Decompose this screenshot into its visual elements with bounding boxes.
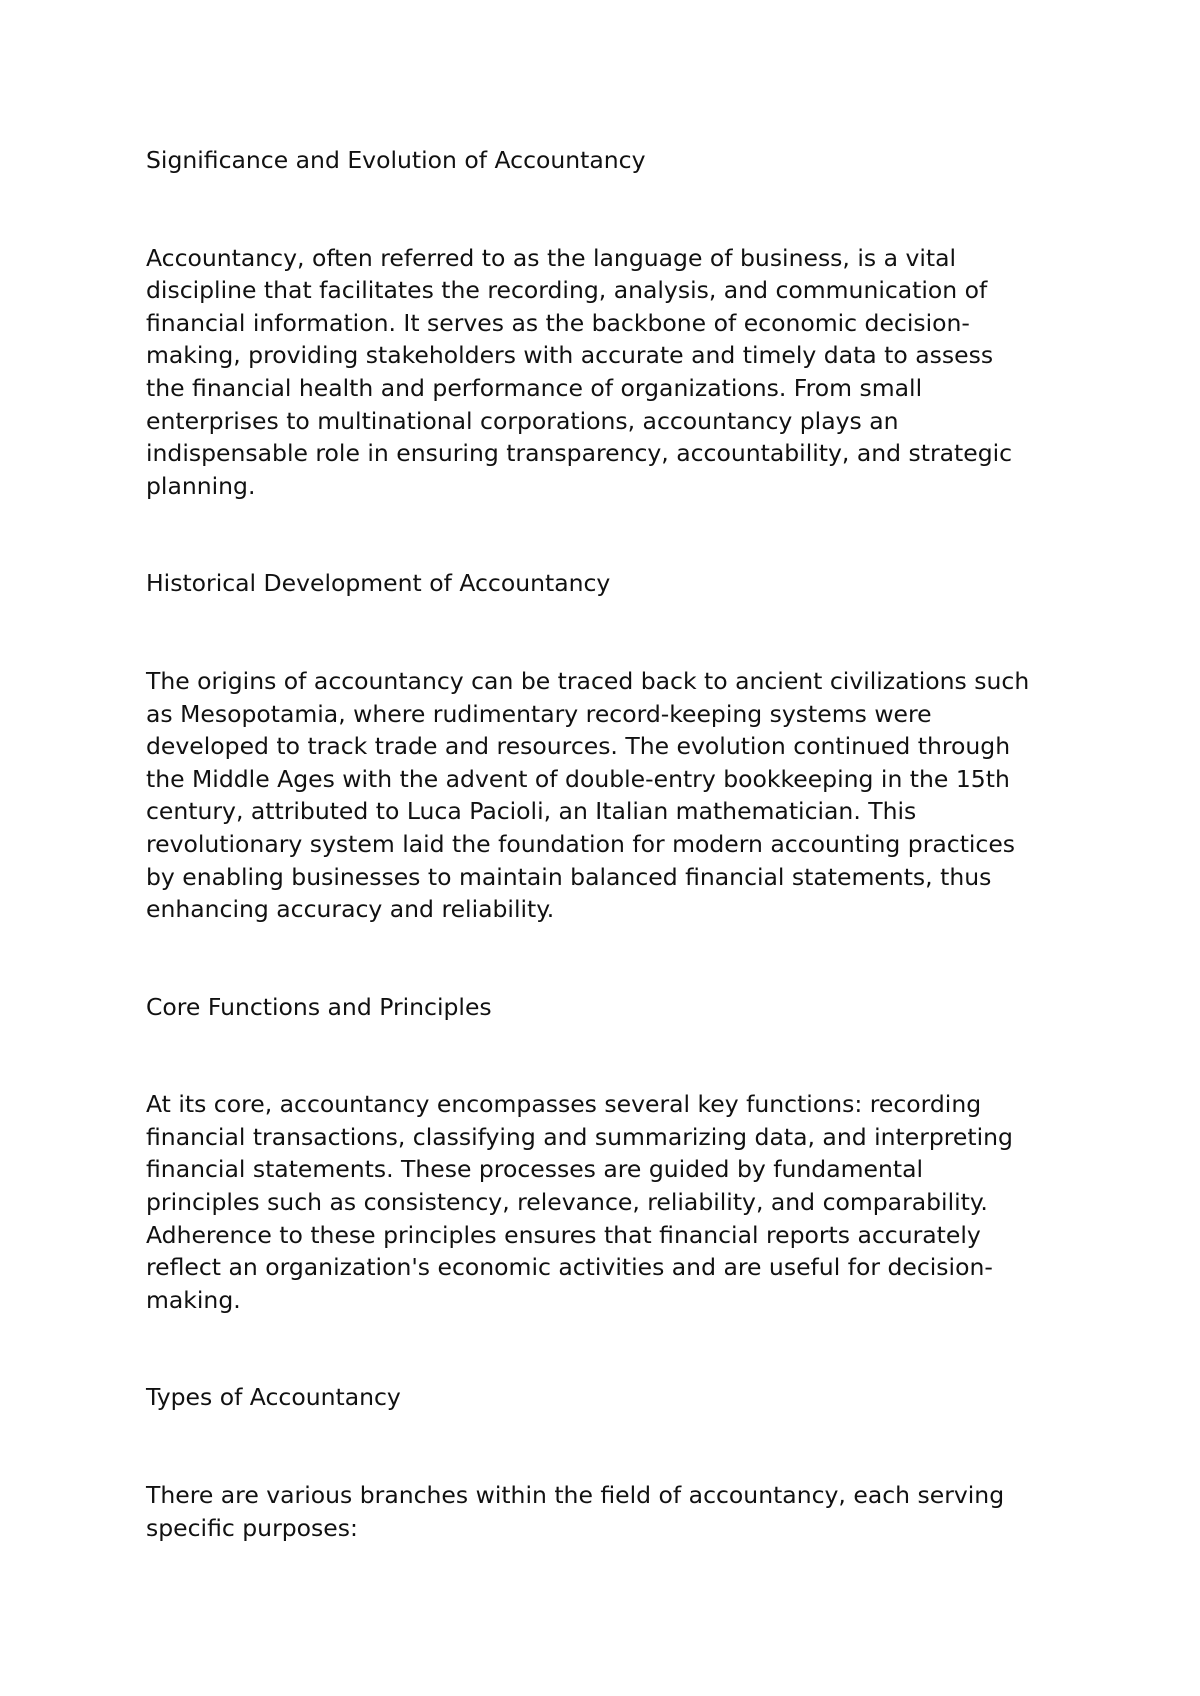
paragraph-line: financial transactions, classifying and summarizing data, and interpreting	[146, 1122, 1013, 1151]
paragraph-line: revolutionary system laid the foundation for modern accounting practices	[146, 829, 1016, 858]
paragraph-line: indispensable role in ensuring transparency, accountability, and strategic	[146, 439, 1013, 468]
paragraph-line: century, attributed to Luca Pacioli, an Italian mathematician. This	[146, 797, 917, 826]
paragraph-line: reflect an organization's economic activities and are useful for decision-	[146, 1253, 993, 1282]
paragraph-line: enterprises to multinational corporations, accountancy plays an	[146, 406, 899, 435]
section-heading: Core Functions and Principles	[146, 992, 492, 1021]
paragraph-line: discipline that facilitates the recording, analysis, and communication of	[146, 276, 988, 305]
paragraph-line: by enabling businesses to maintain balanced financial statements, thus	[146, 862, 992, 891]
paragraph-line: the financial health and performance of organizations. From small	[146, 373, 923, 402]
section-heading: Historical Development of Accountancy	[146, 569, 611, 598]
paragraph-line: as Mesopotamia, where rudimentary record-keeping systems were	[146, 699, 932, 728]
section-paragraph	[146, 1088, 1066, 1316]
section-paragraph	[146, 242, 1066, 503]
document-body	[146, 144, 1066, 1544]
paragraph-line: At its core, accountancy encompasses several key functions: recording	[146, 1090, 982, 1119]
paragraph-line: enhancing accuracy and reliability.	[146, 895, 555, 924]
section-heading: Significance and Evolution of Accountancy	[146, 146, 646, 174]
paragraph-line: making.	[146, 1285, 241, 1314]
paragraph-line: financial statements. These processes are guided by fundamental	[146, 1155, 924, 1184]
paragraph-line: specific purposes:	[146, 1513, 358, 1542]
paragraph-line: The origins of accountancy can be traced back to ancient civilizations such	[146, 666, 1030, 695]
paragraph-line: Adherence to these principles ensures that financial reports accurately	[146, 1220, 981, 1249]
paragraph-line: principles such as consistency, relevance, reliability, and comparability.	[146, 1188, 988, 1217]
paragraph-line: financial information. It serves as the backbone of economic decision-	[146, 308, 970, 337]
paragraph-line: developed to track trade and resources. The evolution continued through	[146, 732, 1011, 761]
paragraph-line: Accountancy, often referred to as the language of business, is a vital	[146, 243, 957, 272]
paragraph-line: the Middle Ages with the advent of double-entry bookkeeping in the 15th	[146, 764, 1010, 793]
paragraph-line: planning.	[146, 471, 256, 500]
section-paragraph	[146, 665, 1066, 926]
paragraph-line: making, providing stakeholders with accurate and timely data to assess	[146, 341, 994, 370]
paragraph-line: There are various branches within the field of accountancy, each serving	[146, 1481, 1005, 1510]
section-heading: Types of Accountancy	[146, 1383, 401, 1412]
section-paragraph	[146, 1479, 1066, 1544]
